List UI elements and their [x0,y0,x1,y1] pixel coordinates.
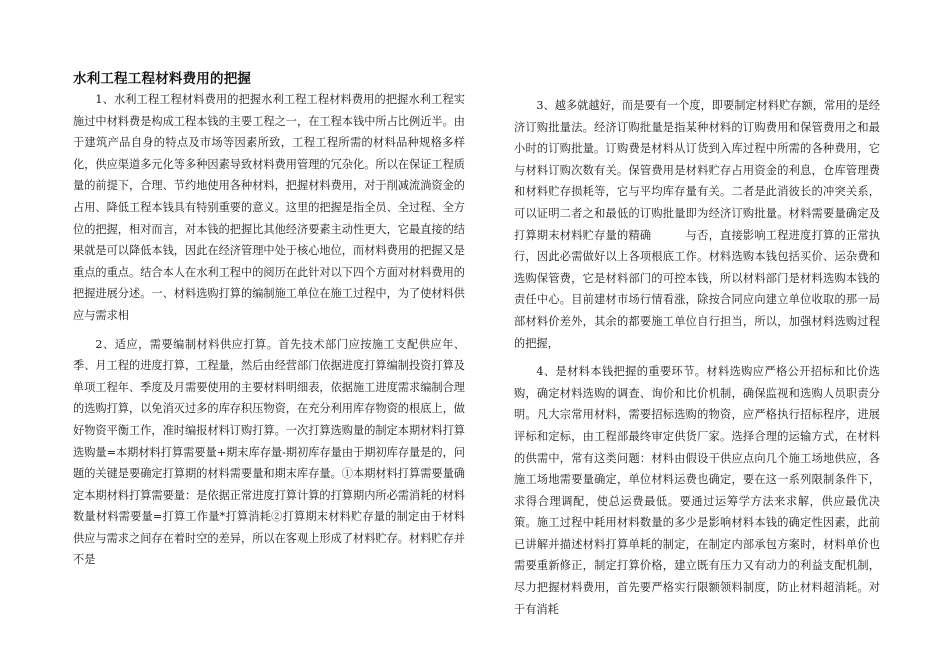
paragraph-4: 4、是材料本钱把握的重要环节。材料选购应严格公开招标和比价选购，确定材料选购的调查、询价和比价机制，确保监视和选购人员职责分明。凡大宗常用材料，需要招标选购的物资，应严格执行招标程序，进展评标和定标，由工程部最终审定供货厂家。选择合理的运输方式，在材料的供需中，常有这类问题：材料由假设干供应点向几个施工场地供应，各施工场地需要量确定，单位材料运费也确定，要在这一系列限制条件下，求得合理调配，使总运费最低。要通过运筹学方法来求解，供应最优决策。施工过程中耗用材料数量的多少是影响材料本钱的确定性因素，此前已讲解并描述材料打算单耗的制定，在制定内部承包方案时，材料单价也需要重新修正，制定打算价格，建立既有压力又有动力的利益支配机制，尽力把握材料费用，首先要严格实行限额领料制度，防止材料超消耗。对于有消耗 [514,365,880,616]
paragraph-3: 3、越多就越好，而是要有一个度，即要制定材料贮存额，常用的是经济订购批量法。经济订购批量是指某种材料的订购费用和保管费用之和最小时的订购批量。订购费是材料从订货到入库过程中所需的各种费用，它与材料订购次数有关。保管费用是材料贮存占用资金的利息，仓库管理费和材料贮存损耗等，它与平均库存量有关。二者是此消彼长的冲突关系，可以证明二者之和最低的订购批量即为经济订购批量。材料需要量确定及打算期末材料贮存量的精确 与否，直接影响工程进度打算的正常执行，因此必需做好以上各项根底工作。材料选购本钱包括买价、运杂费和选购保管费，它是材料部门的可控本钱，所以材料部门是材料选购本钱的责任中心。目前建材市场行情看涨，除按合同应向建立单位收取的那一局部材料价差外，其余的都要施工单位自行担当，所以，加强材料选购过程的把握， [514,99,880,350]
paragraph-1: 1、水利工程工程材料费用的把握水利工程工程材料费用的把握水利工程实施过中材料费是构成工程本钱的主要工程之一，在工程本钱中所占比例近半。由于建筑产品自身的特点及市场等因素所致，工程工程所需的材料品种规格多样化，供应渠道多元化等多种因素导致材料费用管理的冗杂化。所以在保证工程质量的前提下，合理、节约地使用各种材料，把握材料费用，对于削减流淌资金的占用、降低工程本钱具有特别重要的意义。这里的把握是指全员、全过程、全方位的把握，相对而言，对本钱的把握比其他经济要素主动性更大，它最直接的结果就是可以降低本钱，因此在经济管理中处于核心地位，而材料费用的把握又是重点的重点。结合本人在水利工程中的阅历在此针对以下四个方面对材料费用的把握进展分述。一、材料选购打算的编制施工单位在施工过程中，为了使材料供应与需求相 [73,93,465,322]
paragraph-2: 2、适应，需要编制材料供应打算。首先技术部门应按施工支配供应年、季、月工程的进度打算，工程量，然后由经营部门依据进度打算编制投资打算及单项工程年、季度及月需要使用的主要材料明细表，依据施工进度需求编制合理的选购打算，以免消灭过多的库存积压物资，在充分利用库存物资的根底上，做好物资平衡工作，准时编报材料订购打算。一次打算选购量的制定本期材料打算选购量=本期材料打算需要量+期末库存量-期初库存量由于期初库存量是的，问题的关键是要确定打算期的材料需要量和期末库存量。①本期材料打算需要量确定本期材料打算需要量：是依据正常进度打算计算的打算期内所必需消耗的材料数量材料需要量=打算工作量*打算消耗②打算期末材料贮存量的制定由于材料供应与需求之间存在着时空的差异，所以在客观上形成了材料贮存。材料贮存并不是 [73,337,465,567]
left-column [73,89,465,578]
document-title: 水利工程工程材料费用的把握 [73,71,252,87]
right-column [514,95,880,627]
